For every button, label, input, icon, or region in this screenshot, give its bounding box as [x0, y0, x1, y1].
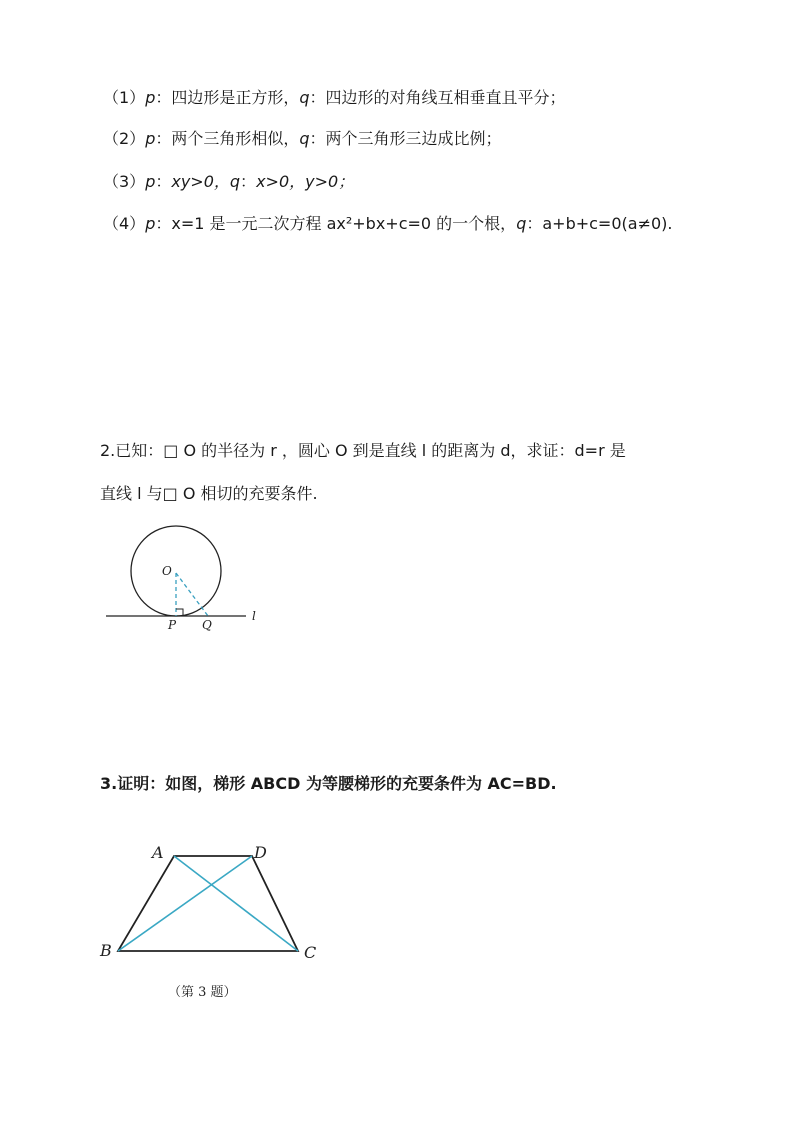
trapezoid-abcd: [118, 856, 298, 951]
q1-item-4: [103, 214, 672, 234]
segment-oq: [176, 573, 208, 616]
label-p: P: [168, 618, 177, 632]
q-symbol: q: [299, 88, 310, 107]
colon: ：: [526, 214, 543, 233]
circle-tangent-figure: [100, 525, 270, 635]
q-symbol: q: [299, 129, 310, 148]
q1-item-3: [103, 172, 354, 192]
q-statement: x>0，y>0；: [256, 172, 355, 191]
label-q: Q: [202, 618, 212, 632]
q3-statement: 3.证明：如图，梯形 ABCD 为等腰梯形的充要条件为 AC=BD.: [100, 774, 557, 793]
colon: ：: [155, 214, 172, 233]
p-statement: x=1 是一元二次方程 ax²+bx+c=0 的一个根，: [171, 214, 517, 233]
figure-caption: （第 3 题）: [168, 985, 237, 1000]
q-symbol: q: [516, 214, 527, 233]
colon: ：: [309, 129, 326, 148]
q2-line-2: 直线 l 与□ O 相切的充要条件.: [100, 484, 318, 503]
q-statement: a+b+c=0(a≠0).: [542, 214, 673, 233]
diagonal-bd: [118, 856, 252, 951]
q-statement: 四边形的对角线互相垂直且平分；: [325, 88, 566, 107]
colon: ：: [240, 172, 257, 191]
p-symbol: p: [145, 129, 156, 148]
colon: ：: [155, 172, 172, 191]
p-statement: xy>0，: [171, 172, 230, 191]
p-statement: 两个三角形相似，: [171, 129, 300, 148]
p-statement: 四边形是正方形，: [171, 88, 300, 107]
circle-tangent-svg: [100, 525, 270, 635]
q1-item-2: [103, 129, 502, 149]
item-number: （2）: [103, 129, 146, 148]
trapezoid-svg: [96, 836, 336, 1006]
item-number: （4）: [103, 214, 146, 233]
q-symbol: q: [229, 172, 241, 191]
p-symbol: p: [145, 214, 156, 233]
label-a: A: [152, 843, 164, 862]
colon: ：: [155, 88, 172, 107]
q2-line-1: 2.已知：□ O 的半径为 r ，圆心 O 到是直线 l 的距离为 d，求证：d=r 是: [100, 441, 626, 460]
p-symbol: p: [145, 172, 156, 191]
label-b: B: [100, 941, 112, 960]
colon: ：: [309, 88, 326, 107]
q1-item-1: [103, 88, 566, 108]
label-o: O: [162, 564, 172, 578]
p-symbol: p: [145, 88, 156, 107]
label-d: D: [254, 843, 267, 862]
item-number: （1）: [103, 88, 146, 107]
q-statement: 两个三角形三边成比例；: [325, 129, 502, 148]
trapezoid-figure: [96, 836, 336, 1006]
label-l: l: [252, 609, 256, 623]
label-c: C: [304, 943, 317, 962]
colon: ：: [155, 129, 172, 148]
diagonal-ac: [174, 856, 298, 951]
item-number: （3）: [103, 172, 146, 191]
